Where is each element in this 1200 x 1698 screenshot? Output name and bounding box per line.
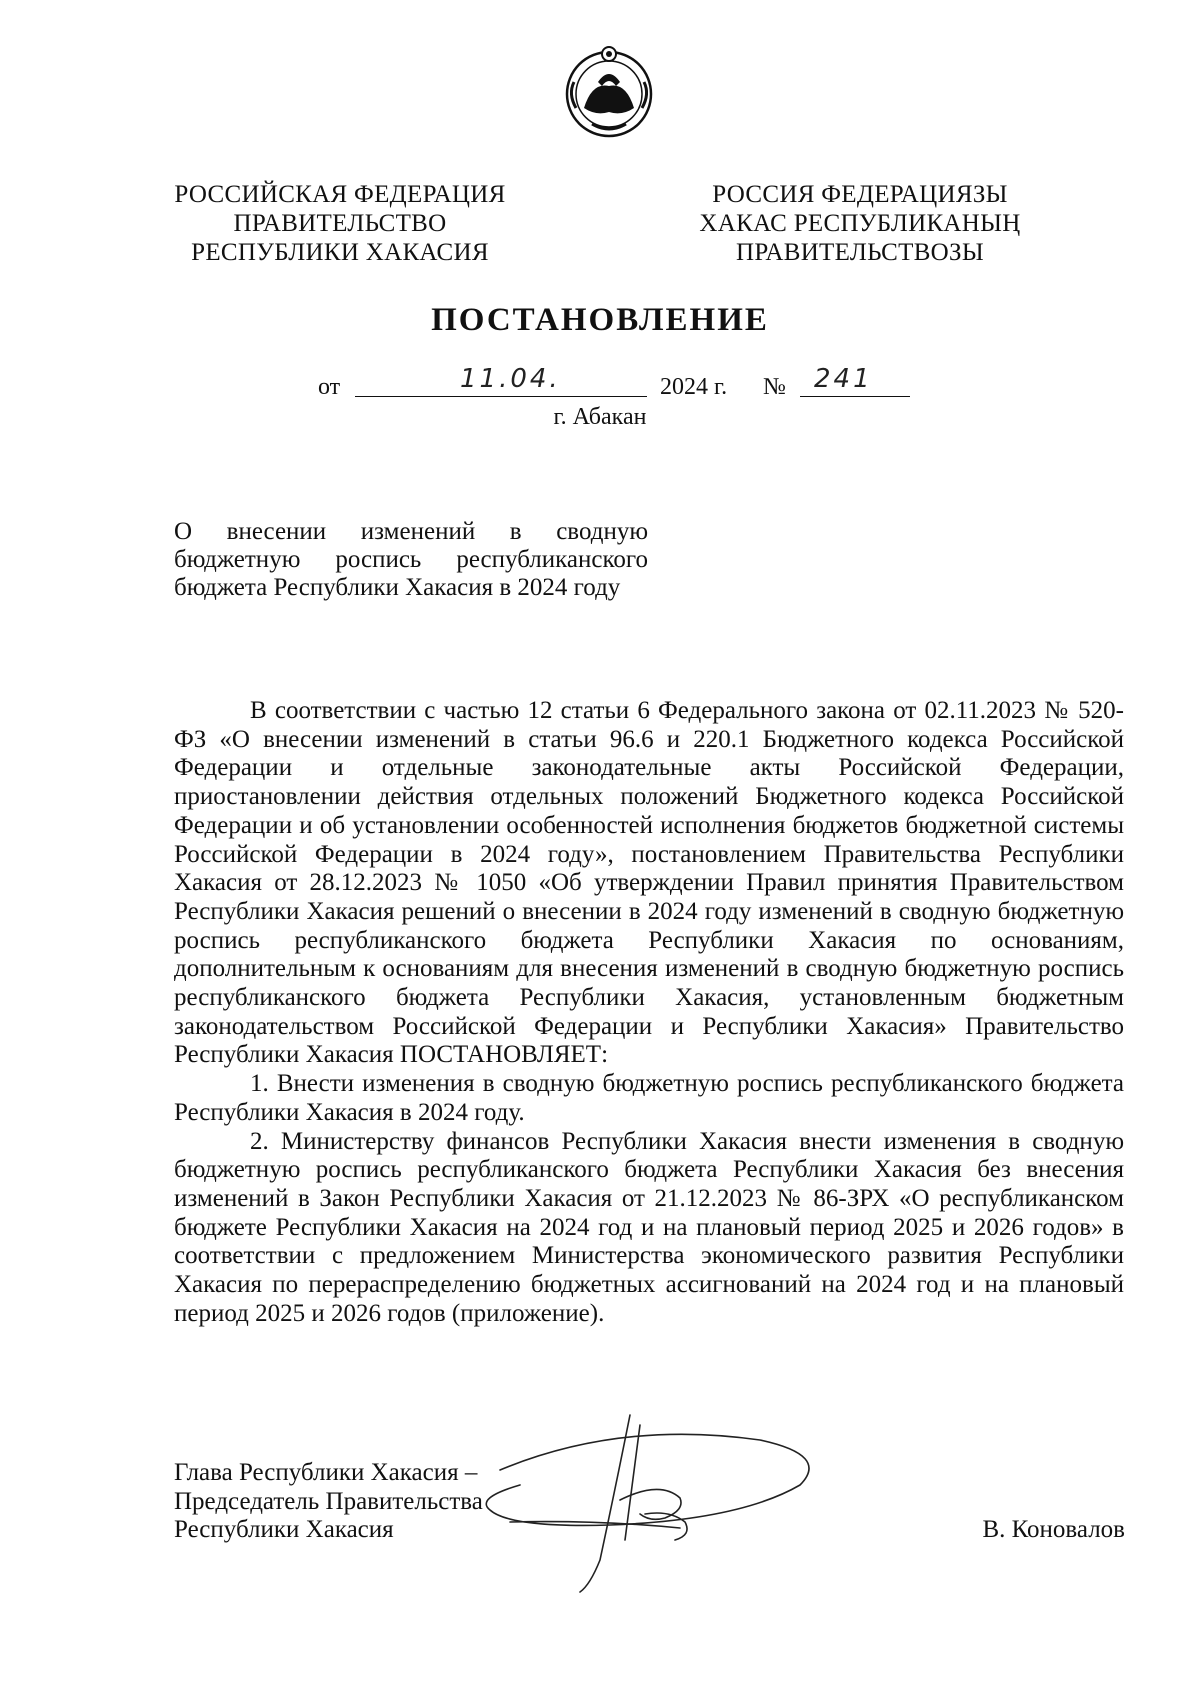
header-right <box>690 180 1030 267</box>
body-paragraph: 2. Министерству финансов Республики Хакасия внести изменения в сводную бюджетную роспись республиканского бюджета Республики Хакасия без внесения изменений в Закон Республики Хакасия от 21.12.2023 № 86-ЗРХ «О республиканском бюджете Республики Хакасия на 2024 год и на плановый период 2025 и 2026 годов» в соответствии с предложением Министерства экономического развития Республики Хакасия по перераспределению бюджетных ассигнований на 2024 год и на плановый период 2025 и 2026 годов (приложение). <box>174 1127 1124 1327</box>
header-left-line: РОССИЙСКАЯ ФЕДЕРАЦИЯ <box>174 181 506 208</box>
date-line <box>0 364 1200 408</box>
header-left-line: РЕСПУБЛИКИ ХАКАСИЯ <box>191 239 489 266</box>
date-prefix: от <box>318 374 341 400</box>
document-title: ПОСТАНОВЛЕНИЕ <box>431 302 769 338</box>
body-paragraph: 1. Внести изменения в сводную бюджетную роспись республиканского бюджета Республики Хакасия в 2024 году. <box>174 1070 1124 1126</box>
document-subject: О внесении изменений в сводную бюджетную роспись республиканского бюджета Республики Хакасия в 2024 году <box>174 518 648 601</box>
header-right-line: РОССИЯ ФЕДЕРАЦИЯЗЫ <box>712 181 1008 208</box>
date-handwritten: 11.04. <box>460 364 561 394</box>
handwritten-signature <box>480 1410 850 1595</box>
header-left <box>170 180 510 267</box>
body-paragraph: В соответствии с частью 12 статьи 6 Федерального закона от 02.11.2023 № 520-ФЗ «О внесении изменений в статьи 96.6 и 220.1 Бюджетного кодекса Российской Федерации и отдельные законодательные акты Российской Федерации, приостановлении действия отдельных положений Бюджетного кодекса Российской Федерации и об установлении особенностей исполнения бюджетов бюджетной системы Российской Федерации в 2024 году», постановлением Правительства Республики Хакасия от 28.12.2023 № 1050 «Об утверждении Правил принятия Правительством Республики Хакасия решений о внесении в 2024 году изменений в сводную бюджетную роспись республиканского бюджета Республики Хакасия по основаниям, дополнительным к основаниям для внесения изменений в сводную бюджетную роспись республиканского бюджета Республики Хакасия, установленным бюджетным законодательством Российской Федерации и Республики Хакасия» Правительство Республики Хакасия ПОСТАНОВЛЯЕТ: <box>174 697 1124 1069</box>
header-right-line: ХАКАС РЕСПУБЛИКАНЫҢ <box>699 210 1021 237</box>
header-right-line: ПРАВИТЕЛЬСТВОЗЫ <box>736 239 984 266</box>
signatory-position-line: Председатель Правительства <box>174 1487 483 1515</box>
city: г. Абакан <box>553 404 647 430</box>
date-field <box>355 364 647 397</box>
header-left-line: ПРАВИТЕЛЬСТВО <box>233 210 447 237</box>
number-handwritten: 241 <box>814 364 873 394</box>
signatory-position-line: Республики Хакасия <box>174 1516 394 1543</box>
document-body <box>174 697 1124 1328</box>
coat-of-arms-emblem-icon <box>562 42 656 140</box>
number-sign: № <box>763 374 786 400</box>
date-year: 2024 г. <box>660 374 728 400</box>
signatory-position-line: Глава Республики Хакасия – <box>174 1459 478 1486</box>
number-field <box>800 364 910 397</box>
signatory-position <box>174 1459 483 1545</box>
signatory-name: В. Коновалов <box>982 1516 1125 1543</box>
